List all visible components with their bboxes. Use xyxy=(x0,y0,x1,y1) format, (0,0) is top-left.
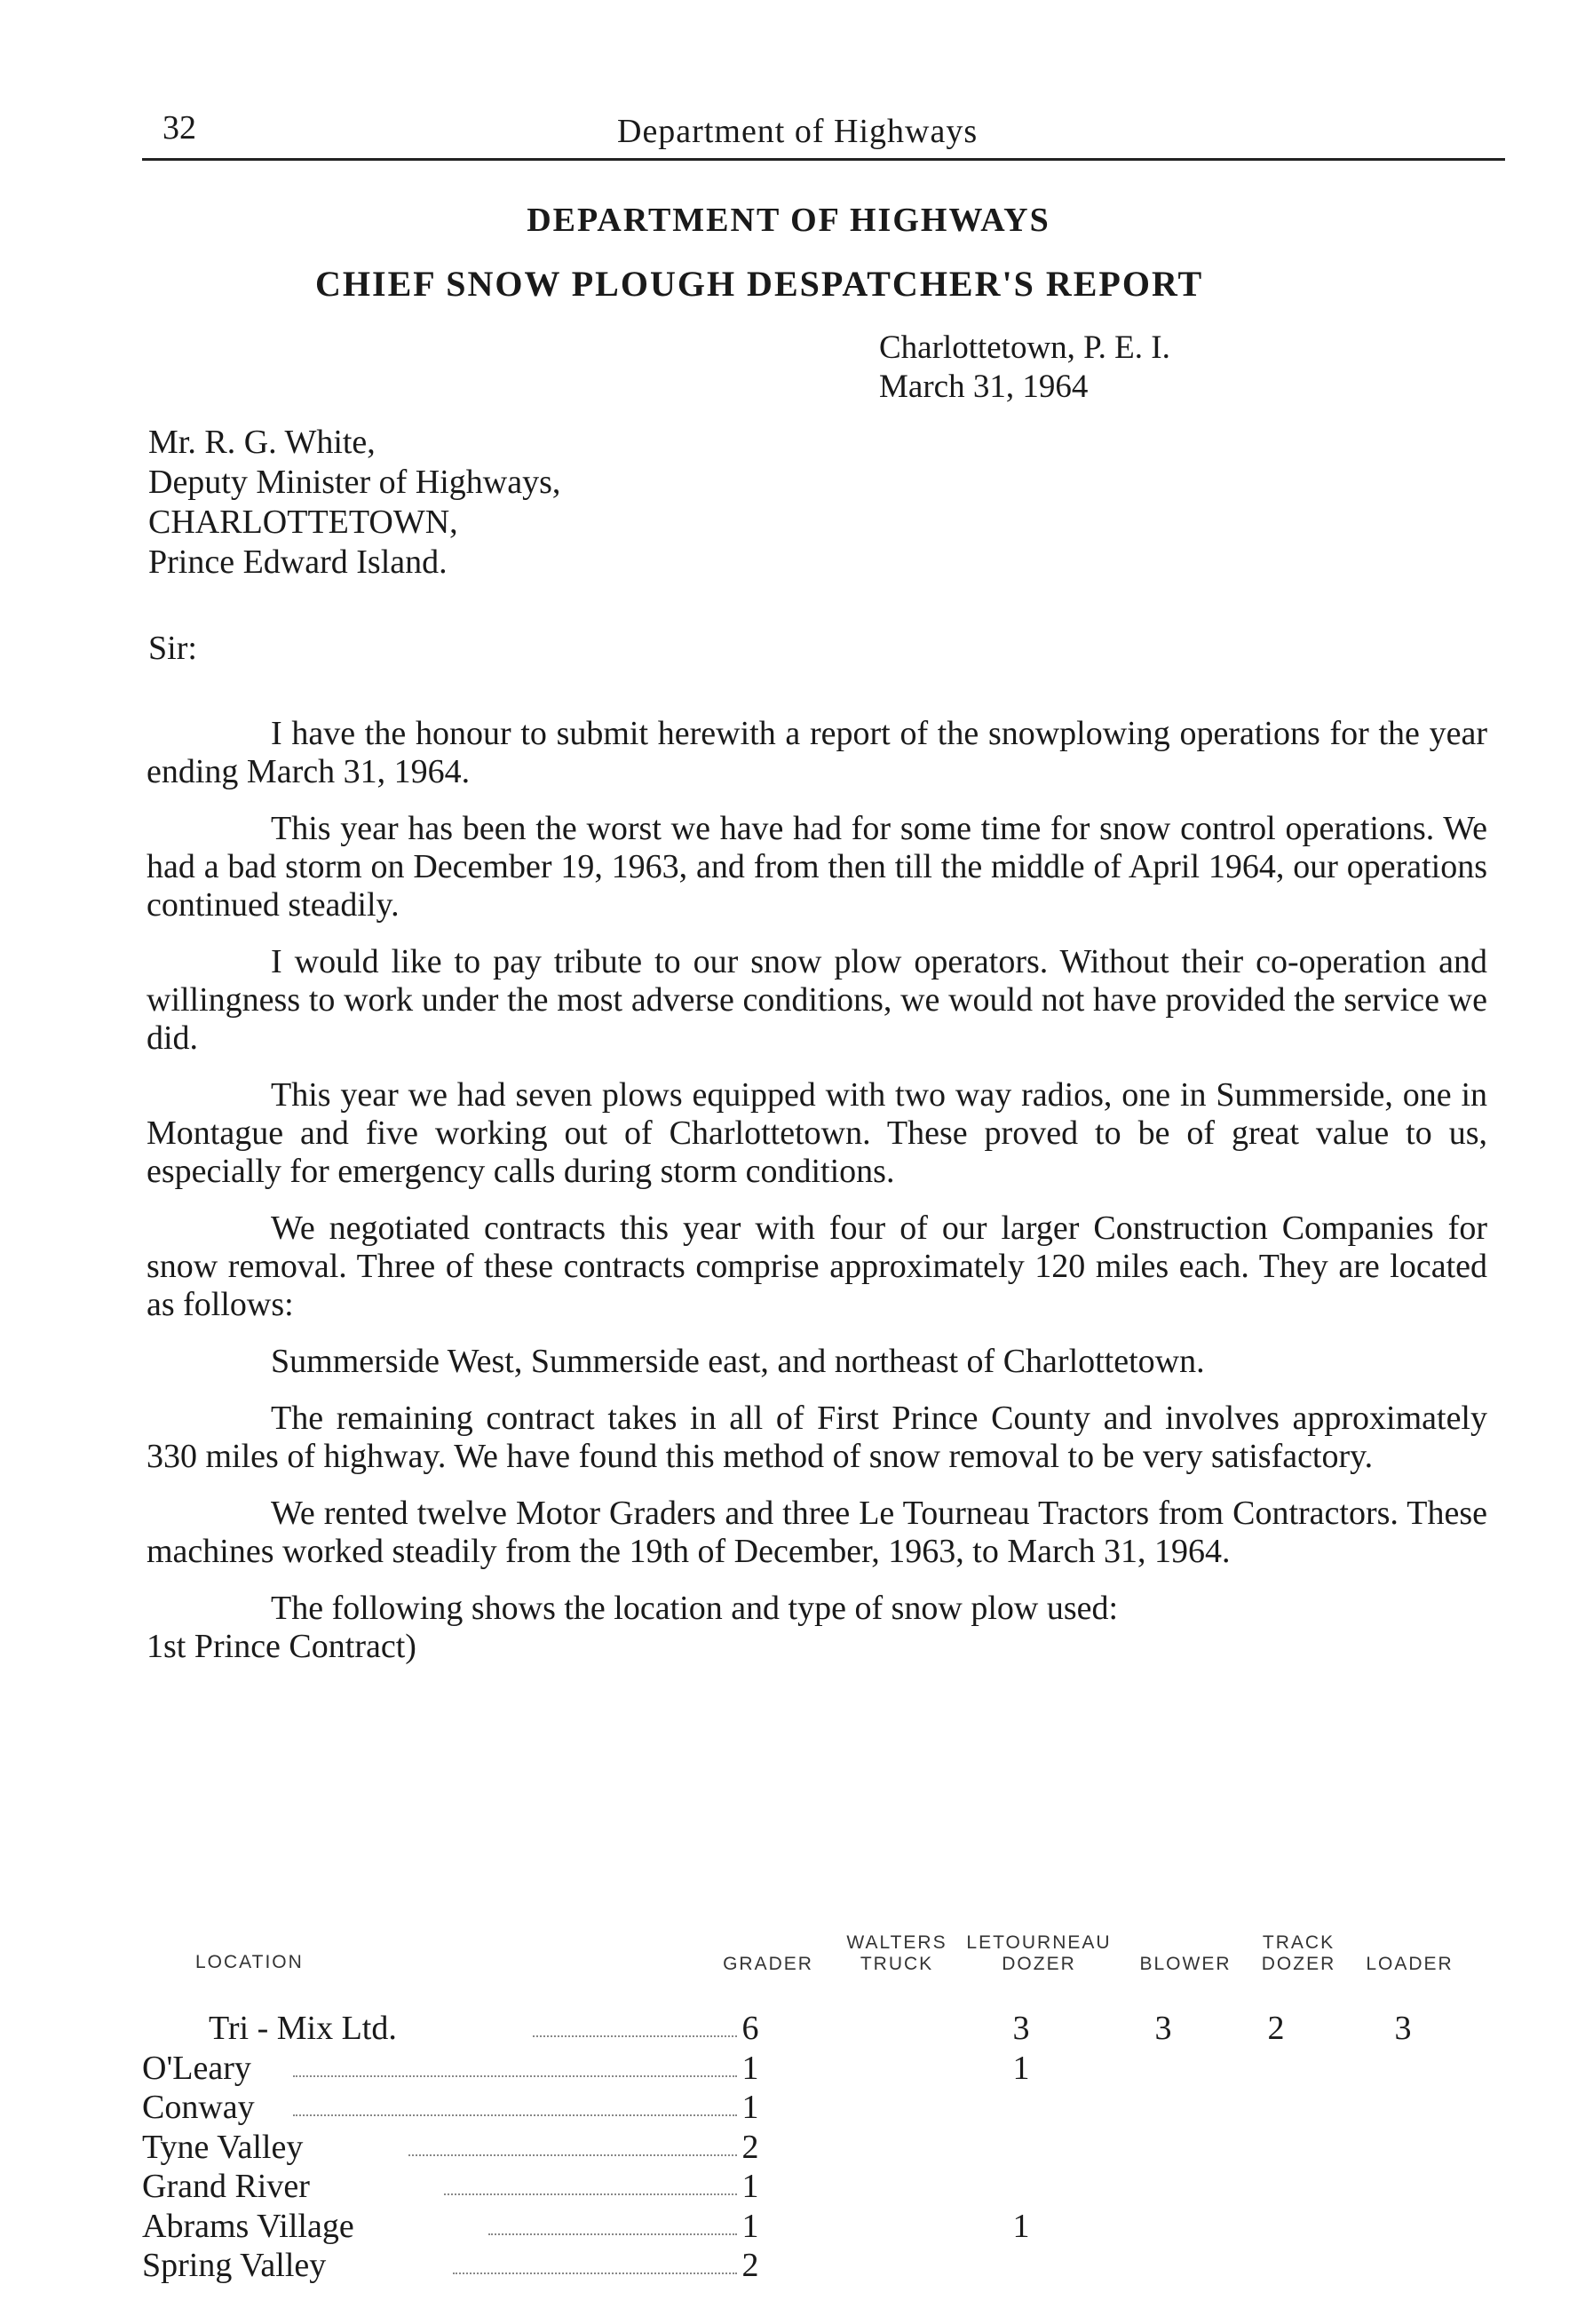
grader-cell: 2 xyxy=(741,2247,759,2284)
salutation: Sir: xyxy=(148,630,197,667)
paragraph: We negotiated contracts this year with four of our larger Construction Companies for snow removal. Three of these contracts comprise approximately 120 miles each. They are located as follows: xyxy=(147,1210,1487,1323)
grader-cell: 2 xyxy=(741,2128,759,2166)
leader-dots xyxy=(453,2246,737,2274)
addressee-line: Deputy Minister of Highways, xyxy=(148,464,561,501)
addressee-line: Mr. R. G. White, xyxy=(148,424,376,461)
grader-cell: 1 xyxy=(741,2168,759,2205)
date-line: March 31, 1964 xyxy=(879,369,1089,405)
location-cell: Tri - Mix Ltd. xyxy=(209,2010,397,2047)
blower-cell: 3 xyxy=(1154,2010,1172,2047)
paragraph: This year has been the worst we have had for some time for snow control operations. We had a bad storm on December 19, 1963, and from then till the middle of April 1964, our operations continued steadily. xyxy=(147,810,1487,924)
addressee-line: CHARLOTTETOWN, xyxy=(148,504,458,541)
running-title: Department of Highways xyxy=(617,113,979,150)
column-header-grader: GRADER xyxy=(723,1954,813,1974)
report-title-department: DEPARTMENT OF HIGHWAYS xyxy=(527,202,1050,239)
paragraph: This year we had seven plows equipped with two way radios, one in Summerside, one in Montague and five working out of Charlottetown. These proved to be of great value to us, especially for emergency calls during storm conditions. xyxy=(147,1076,1487,1190)
paragraph: The following shows the location and type of snow plow used: xyxy=(271,1590,1119,1627)
report-title: CHIEF SNOW PLOUGH DESPATCHER'S REPORT xyxy=(315,264,1204,304)
location-cell: Spring Valley xyxy=(142,2247,327,2284)
table-row xyxy=(142,2207,1510,2246)
paragraph: 1st Prince Contract) xyxy=(147,1628,416,1665)
leader-dots xyxy=(293,2088,737,2116)
table-row xyxy=(142,2246,1510,2285)
grader-cell: 6 xyxy=(741,2010,759,2047)
column-header-walters-truck: WALTERS TRUCK xyxy=(846,1932,947,1974)
location-cell: O'Leary xyxy=(142,2049,251,2087)
addressee-block xyxy=(148,423,560,583)
leader-dots xyxy=(533,2009,737,2037)
table-row xyxy=(142,2088,1510,2127)
column-header-track-dozer: TRACK DOZER xyxy=(1261,1932,1336,1974)
location-cell: Tyne Valley xyxy=(142,2128,304,2166)
loader-cell: 3 xyxy=(1394,2010,1412,2047)
letourneau-dozer-cell: 3 xyxy=(1012,2010,1030,2047)
page-number: 32 xyxy=(162,109,196,147)
table-row xyxy=(142,2128,1510,2167)
table-row xyxy=(142,2009,1510,2048)
header-rule xyxy=(142,158,1505,161)
track-dozer-cell: 2 xyxy=(1267,2010,1285,2047)
place-line: Charlottetown, P. E. I. xyxy=(879,329,1170,366)
paragraph: We rented twelve Motor Graders and three Le Tourneau Tractors from Contractors. These machines worked steadily from the 19th of December, 1963, to March 31, 1964. xyxy=(147,1495,1487,1570)
location-cell: Abrams Village xyxy=(142,2207,354,2245)
grader-cell: 1 xyxy=(741,2207,759,2245)
addressee-line: Prince Edward Island. xyxy=(148,543,448,581)
leader-dots xyxy=(444,2167,737,2195)
paragraph: I have the honour to submit herewith a report of the snowplowing operations for the year ending March 31, 1964. xyxy=(147,715,1487,790)
leader-dots xyxy=(408,2128,737,2156)
leader-dots xyxy=(293,2049,737,2077)
grader-cell: 1 xyxy=(741,2089,759,2126)
paragraph: The remaining contract takes in all of First Prince County and involves approximately 330 miles of highway. We have found this method of snow removal to be very satisfactory. xyxy=(147,1400,1487,1475)
column-header-location: LOCATION xyxy=(195,1952,304,1972)
paragraph: Summerside West, Summerside east, and northeast of Charlottetown. xyxy=(271,1343,1205,1380)
paragraph: I would like to pay tribute to our snow plow operators. Without their co-operation and willingness to work under the most adverse conditions, we would not have provided the service we did. xyxy=(147,943,1487,1057)
letourneau-dozer-cell: 1 xyxy=(1012,2049,1030,2087)
column-header-blower: BLOWER xyxy=(1139,1954,1232,1974)
column-header-loader: LOADER xyxy=(1366,1954,1454,1974)
table-row xyxy=(142,2049,1510,2088)
letter-body xyxy=(147,715,1487,1685)
column-header-letourneau-dozer: LETOURNEAU DOZER xyxy=(966,1932,1112,1974)
location-cell: Conway xyxy=(142,2089,255,2126)
letourneau-dozer-cell: 1 xyxy=(1012,2207,1030,2245)
location-cell: Grand River xyxy=(142,2168,310,2205)
leader-dots xyxy=(488,2207,737,2235)
grader-cell: 1 xyxy=(741,2049,759,2087)
table-row xyxy=(142,2167,1510,2206)
place-and-date xyxy=(879,329,1170,407)
